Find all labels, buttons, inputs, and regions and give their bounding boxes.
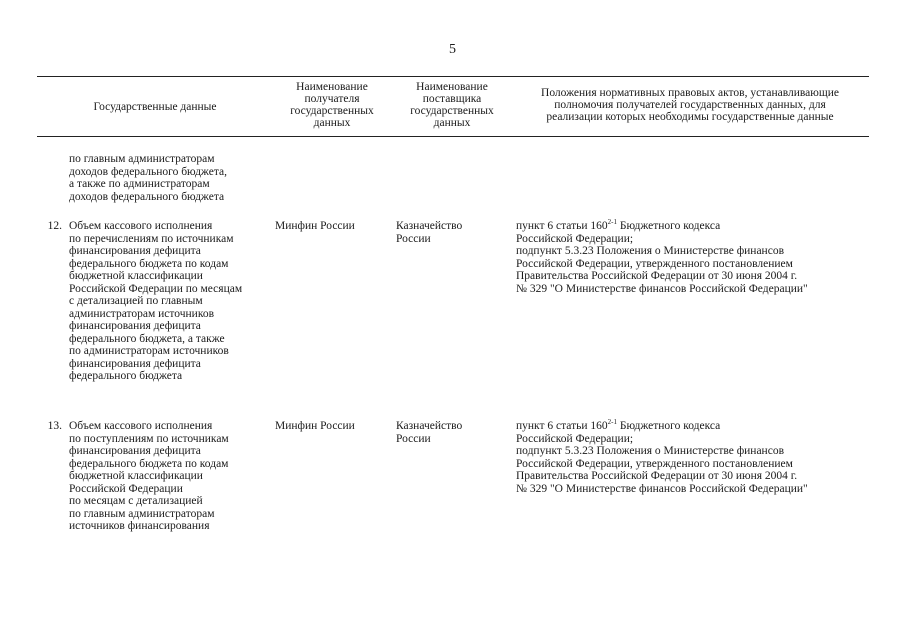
row-12-supplier — [396, 220, 462, 245]
column-header-provisions — [511, 87, 869, 123]
header-line: данных — [313, 117, 351, 129]
header-line: поставщика — [422, 93, 482, 105]
superscript: 2-1 — [607, 218, 617, 227]
cell-line: по поступлениям по источникам — [69, 432, 229, 445]
cell-line: доходов федерального бюджета — [69, 190, 225, 203]
header-line: государственных — [290, 105, 374, 117]
cell-line-part: Бюджетного кодекса — [617, 220, 721, 232]
row-number: 13. — [47, 420, 62, 432]
row-13-data-cell — [69, 420, 229, 533]
header-line: Наименование — [296, 81, 368, 93]
cell-line: бюджетной классификации — [69, 470, 203, 482]
row-13-supplier — [396, 420, 462, 445]
cell-line: Объем кассового исполнения — [69, 220, 213, 232]
cell-line: финансирования дефицита — [69, 320, 201, 332]
header-line: Наименование — [416, 81, 488, 93]
header-line: получателя — [304, 93, 360, 105]
cell-line: Российской Федерации; — [516, 432, 634, 445]
header-line: Положения нормативных правовых актов, устанавливающие — [541, 87, 839, 99]
cell-line: финансирования дефицита — [69, 357, 201, 370]
cell-line: Правительства Российской Федерации от 30 июня 2004 г. — [516, 270, 798, 282]
cell-line: России — [396, 432, 431, 445]
cell-line: федерального бюджета по кодам — [69, 257, 229, 270]
cell-line: федерального бюджета, а также — [69, 332, 225, 345]
cell-line: № 329 "О Министерстве финансов Российской Федерации" — [516, 482, 808, 495]
cell-line: подпункт 5.3.23 Положения о Министерстве финансов — [516, 445, 784, 457]
cell-line-part: пункт 6 статьи 160 — [516, 420, 608, 432]
cell-line: по главным администраторам — [69, 153, 215, 165]
cell-line: по перечислениям по источникам — [69, 232, 234, 245]
cell-line: № 329 "О Министерстве финансов Российской Федерации" — [516, 282, 808, 295]
cell-line: Объем кассового исполнения — [69, 420, 213, 432]
cell-line: по месяцам с детализацией — [69, 495, 203, 507]
continuation-data-cell — [69, 153, 227, 203]
header-line: данных — [433, 117, 471, 129]
row-13-recipient: Минфин России — [275, 420, 355, 432]
column-header-recipient — [273, 81, 391, 129]
cell-line: Российской Федерации — [69, 482, 183, 495]
cell-line: финансирования дефицита — [69, 245, 201, 257]
cell-line: подпункт 5.3.23 Положения о Министерстве финансов — [516, 245, 784, 257]
table-top-rule — [37, 76, 869, 77]
column-header-supplier — [393, 81, 511, 129]
header-line: реализации которых необходимы государственные данные — [546, 111, 834, 123]
cell-line-part: пункт 6 статьи 160 — [516, 220, 608, 232]
cell-line: источников финансирования — [69, 520, 210, 532]
cell-line: Правительства Российской Федерации от 30 июня 2004 г. — [516, 470, 798, 482]
row-13-provisions — [516, 420, 808, 495]
cell-line: с детализацией по главным — [69, 295, 203, 307]
cell-line: Российской Федерации, утвержденного постановлением — [516, 457, 793, 470]
row-12-data-cell — [69, 220, 242, 383]
cell-line: финансирования дефицита — [69, 445, 201, 457]
cell-line: федерального бюджета — [69, 370, 183, 382]
cell-line: по администраторам источников — [69, 345, 229, 357]
superscript: 2-1 — [607, 418, 617, 427]
cell-line: Российской Федерации, утвержденного постановлением — [516, 257, 793, 270]
cell-line: Казначейство — [396, 220, 463, 232]
cell-line: Российской Федерации; — [516, 232, 634, 245]
column-header-data — [37, 101, 273, 113]
cell-line: а также по администраторам — [69, 178, 210, 190]
row-12-recipient: Минфин России — [275, 220, 355, 232]
header-line: государственных — [410, 105, 494, 117]
row-number: 12. — [47, 220, 62, 232]
cell-line: Казначейство — [396, 420, 463, 432]
cell-line-part: Бюджетного кодекса — [617, 420, 721, 432]
cell-line: администраторам источников — [69, 307, 215, 320]
cell-line: доходов федерального бюджета, — [69, 165, 227, 178]
cell-line: федерального бюджета по кодам — [69, 457, 229, 470]
table-header-bottom-rule — [37, 136, 869, 137]
cell-line — [516, 220, 808, 233]
cell-line: России — [396, 232, 431, 245]
cell-line — [516, 420, 808, 433]
page-number: 5 — [449, 42, 456, 57]
cell-line: бюджетной классификации — [69, 270, 203, 282]
header-line: полномочия получателей государственных данных, для — [554, 99, 826, 111]
header-line: Государственные данные — [93, 101, 217, 113]
cell-line: по главным администраторам — [69, 507, 215, 520]
row-12-provisions — [516, 220, 808, 295]
cell-line: Российской Федерации по месяцам — [69, 282, 243, 295]
